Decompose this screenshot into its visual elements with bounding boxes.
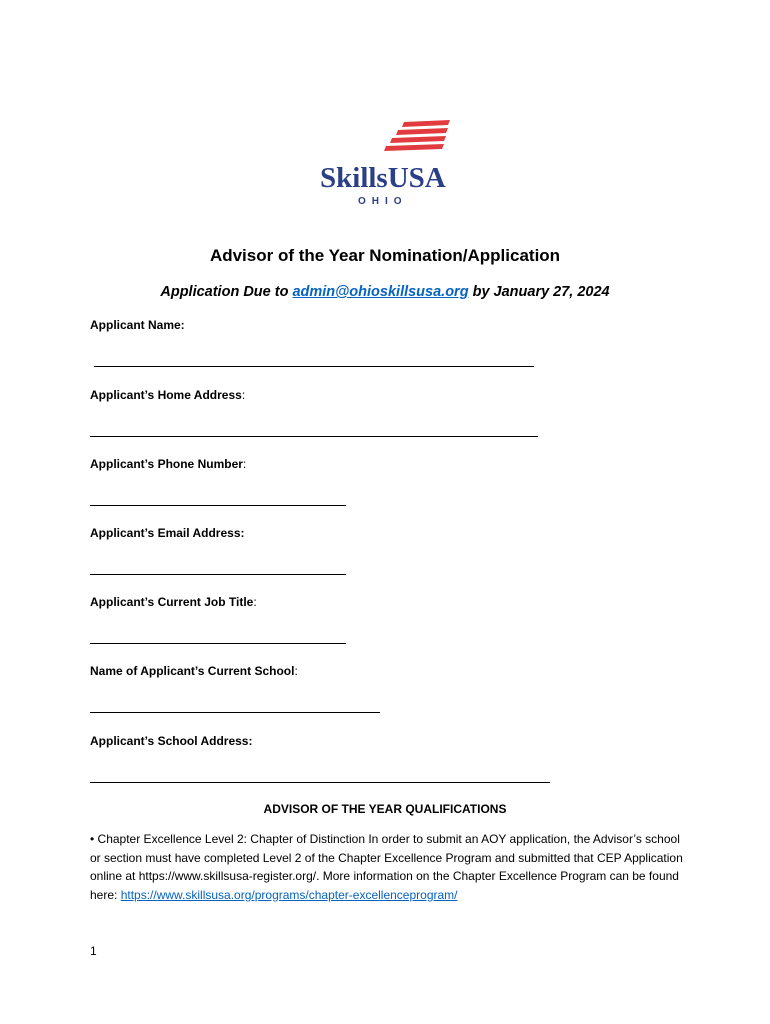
label-applicant-name: Applicant Name:	[90, 318, 185, 332]
blank-school-address[interactable]	[90, 782, 550, 783]
label-job-title: Applicant’s Current Job Title:	[90, 595, 257, 609]
skillsusa-ohio-logo	[318, 118, 454, 210]
logo-brand-text: SkillsUSA	[320, 162, 446, 194]
email-link[interactable]: admin@ohioskillsusa.org	[292, 284, 469, 300]
chapter-excellence-link[interactable]: https://www.skillsusa.org/programs/chapter-excellenceprogram/	[120, 887, 458, 902]
flag-stripes-icon	[384, 120, 450, 151]
blank-applicant-name[interactable]	[94, 366, 534, 367]
label-phone-number: Applicant’s Phone Number:	[90, 457, 247, 471]
page-number: 1	[90, 944, 97, 958]
qualifications-text: • Chapter Excellence Level 2: Chapter of Distinction In order to submit an AOY application, the Advisor’s school or section must have completed Level 2 of the Chapter Excellence Program and submitted that CEP Application online at https://www.skillsusa-register.org/. More information on the Chapter Excellence Program can be found here:	[90, 832, 683, 902]
due-line	[0, 284, 770, 300]
logo-sub-text: OHIO	[358, 196, 408, 207]
blank-email-address[interactable]	[90, 574, 346, 575]
blank-job-title[interactable]	[90, 643, 346, 644]
due-suffix: by January 27, 2024	[468, 284, 610, 300]
logo-graphic	[318, 118, 454, 210]
label-current-school: Name of Applicant’s Current School:	[90, 664, 298, 678]
blank-home-address[interactable]	[90, 436, 538, 437]
label-school-address: Applicant’s School Address:	[90, 734, 253, 748]
due-prefix: Application Due to	[160, 284, 293, 300]
blank-current-school[interactable]	[90, 712, 380, 713]
qualifications-paragraph	[90, 830, 690, 904]
qualifications-heading: ADVISOR OF THE YEAR QUALIFICATIONS	[263, 802, 507, 816]
blank-phone-number[interactable]	[90, 505, 346, 506]
label-home-address: Applicant’s Home Address:	[90, 388, 246, 402]
page-title: Advisor of the Year Nomination/Application	[209, 246, 561, 265]
label-email-address: Applicant’s Email Address:	[90, 526, 245, 540]
